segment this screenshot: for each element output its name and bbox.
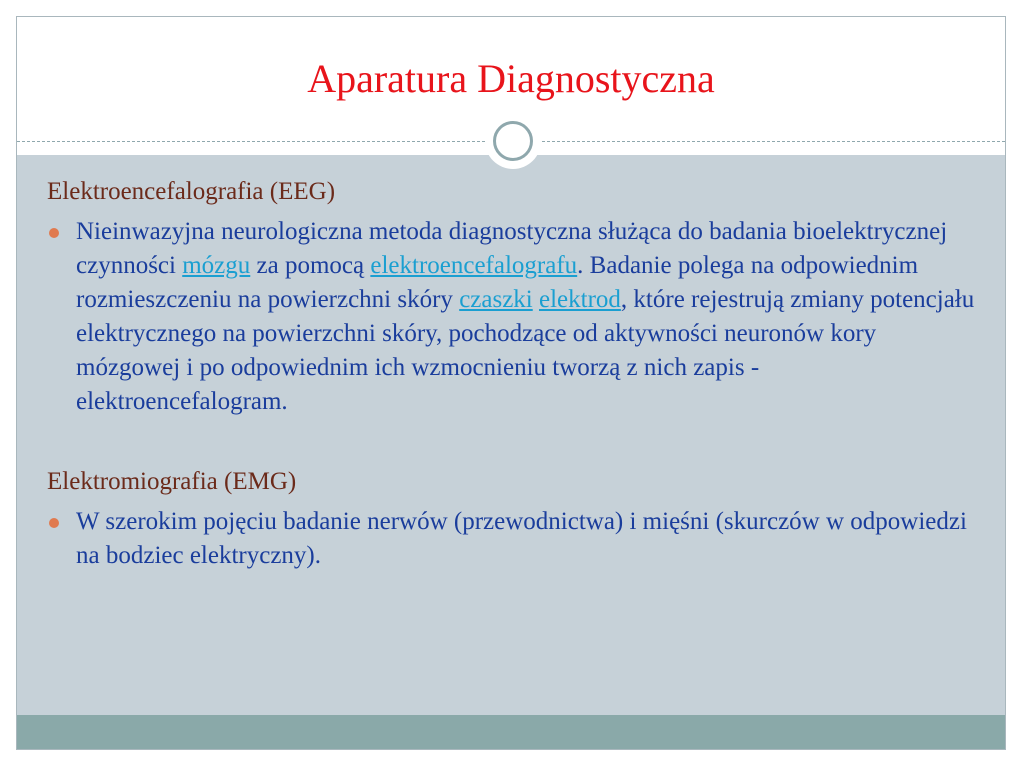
emg-text: W szerokim pojęciu badanie nerwów (przewodnictwa) i mięśni (skurczów w odpowiedzi na bodziec elektryczny). <box>76 508 967 569</box>
eeg-text-3: . Badanie polega na odpowiednim rozmieszczeniu na powierzchni skóry <box>76 252 919 313</box>
link-czaszki[interactable]: czaszki <box>459 286 533 313</box>
section-heading-eeg: Elektroencefalografia (EEG) <box>47 178 336 205</box>
bullet-emg <box>47 505 977 573</box>
eeg-text-2: za pomocą <box>250 252 371 279</box>
link-mozgu[interactable]: mózgu <box>182 252 251 279</box>
slide-body <box>47 175 977 573</box>
footer-band <box>17 715 1005 749</box>
bullet-dot-icon <box>49 518 59 528</box>
bullet-dot-icon <box>49 228 59 238</box>
link-elektroencefalografu[interactable]: elektroencefalografu <box>370 252 578 279</box>
section-gap <box>47 419 977 465</box>
circle-ornament-icon <box>485 113 541 169</box>
section-heading-emg: Elektromiografia (EMG) <box>47 468 297 495</box>
slide-title: Aparatura Diagnostyczna <box>307 56 715 101</box>
eeg-text-5: , które rejestrują zmiany potencjału elektrycznego na powierzchni skóry, pochodzące od aktywności neuronów kory mózgowej i po odpowiednim ich wzmocnieniu tworzą z nich zapis - elektroencefalogram. <box>76 286 975 415</box>
slide <box>16 16 1006 750</box>
ornament-ring <box>493 121 533 161</box>
link-elektrod[interactable]: elektrod <box>539 286 621 313</box>
eeg-text-1: Nieinwazyjna neurologiczna metoda diagnostyczna służąca do badania bioelektrycznej czynności <box>76 218 948 279</box>
bullet-eeg <box>47 215 977 419</box>
